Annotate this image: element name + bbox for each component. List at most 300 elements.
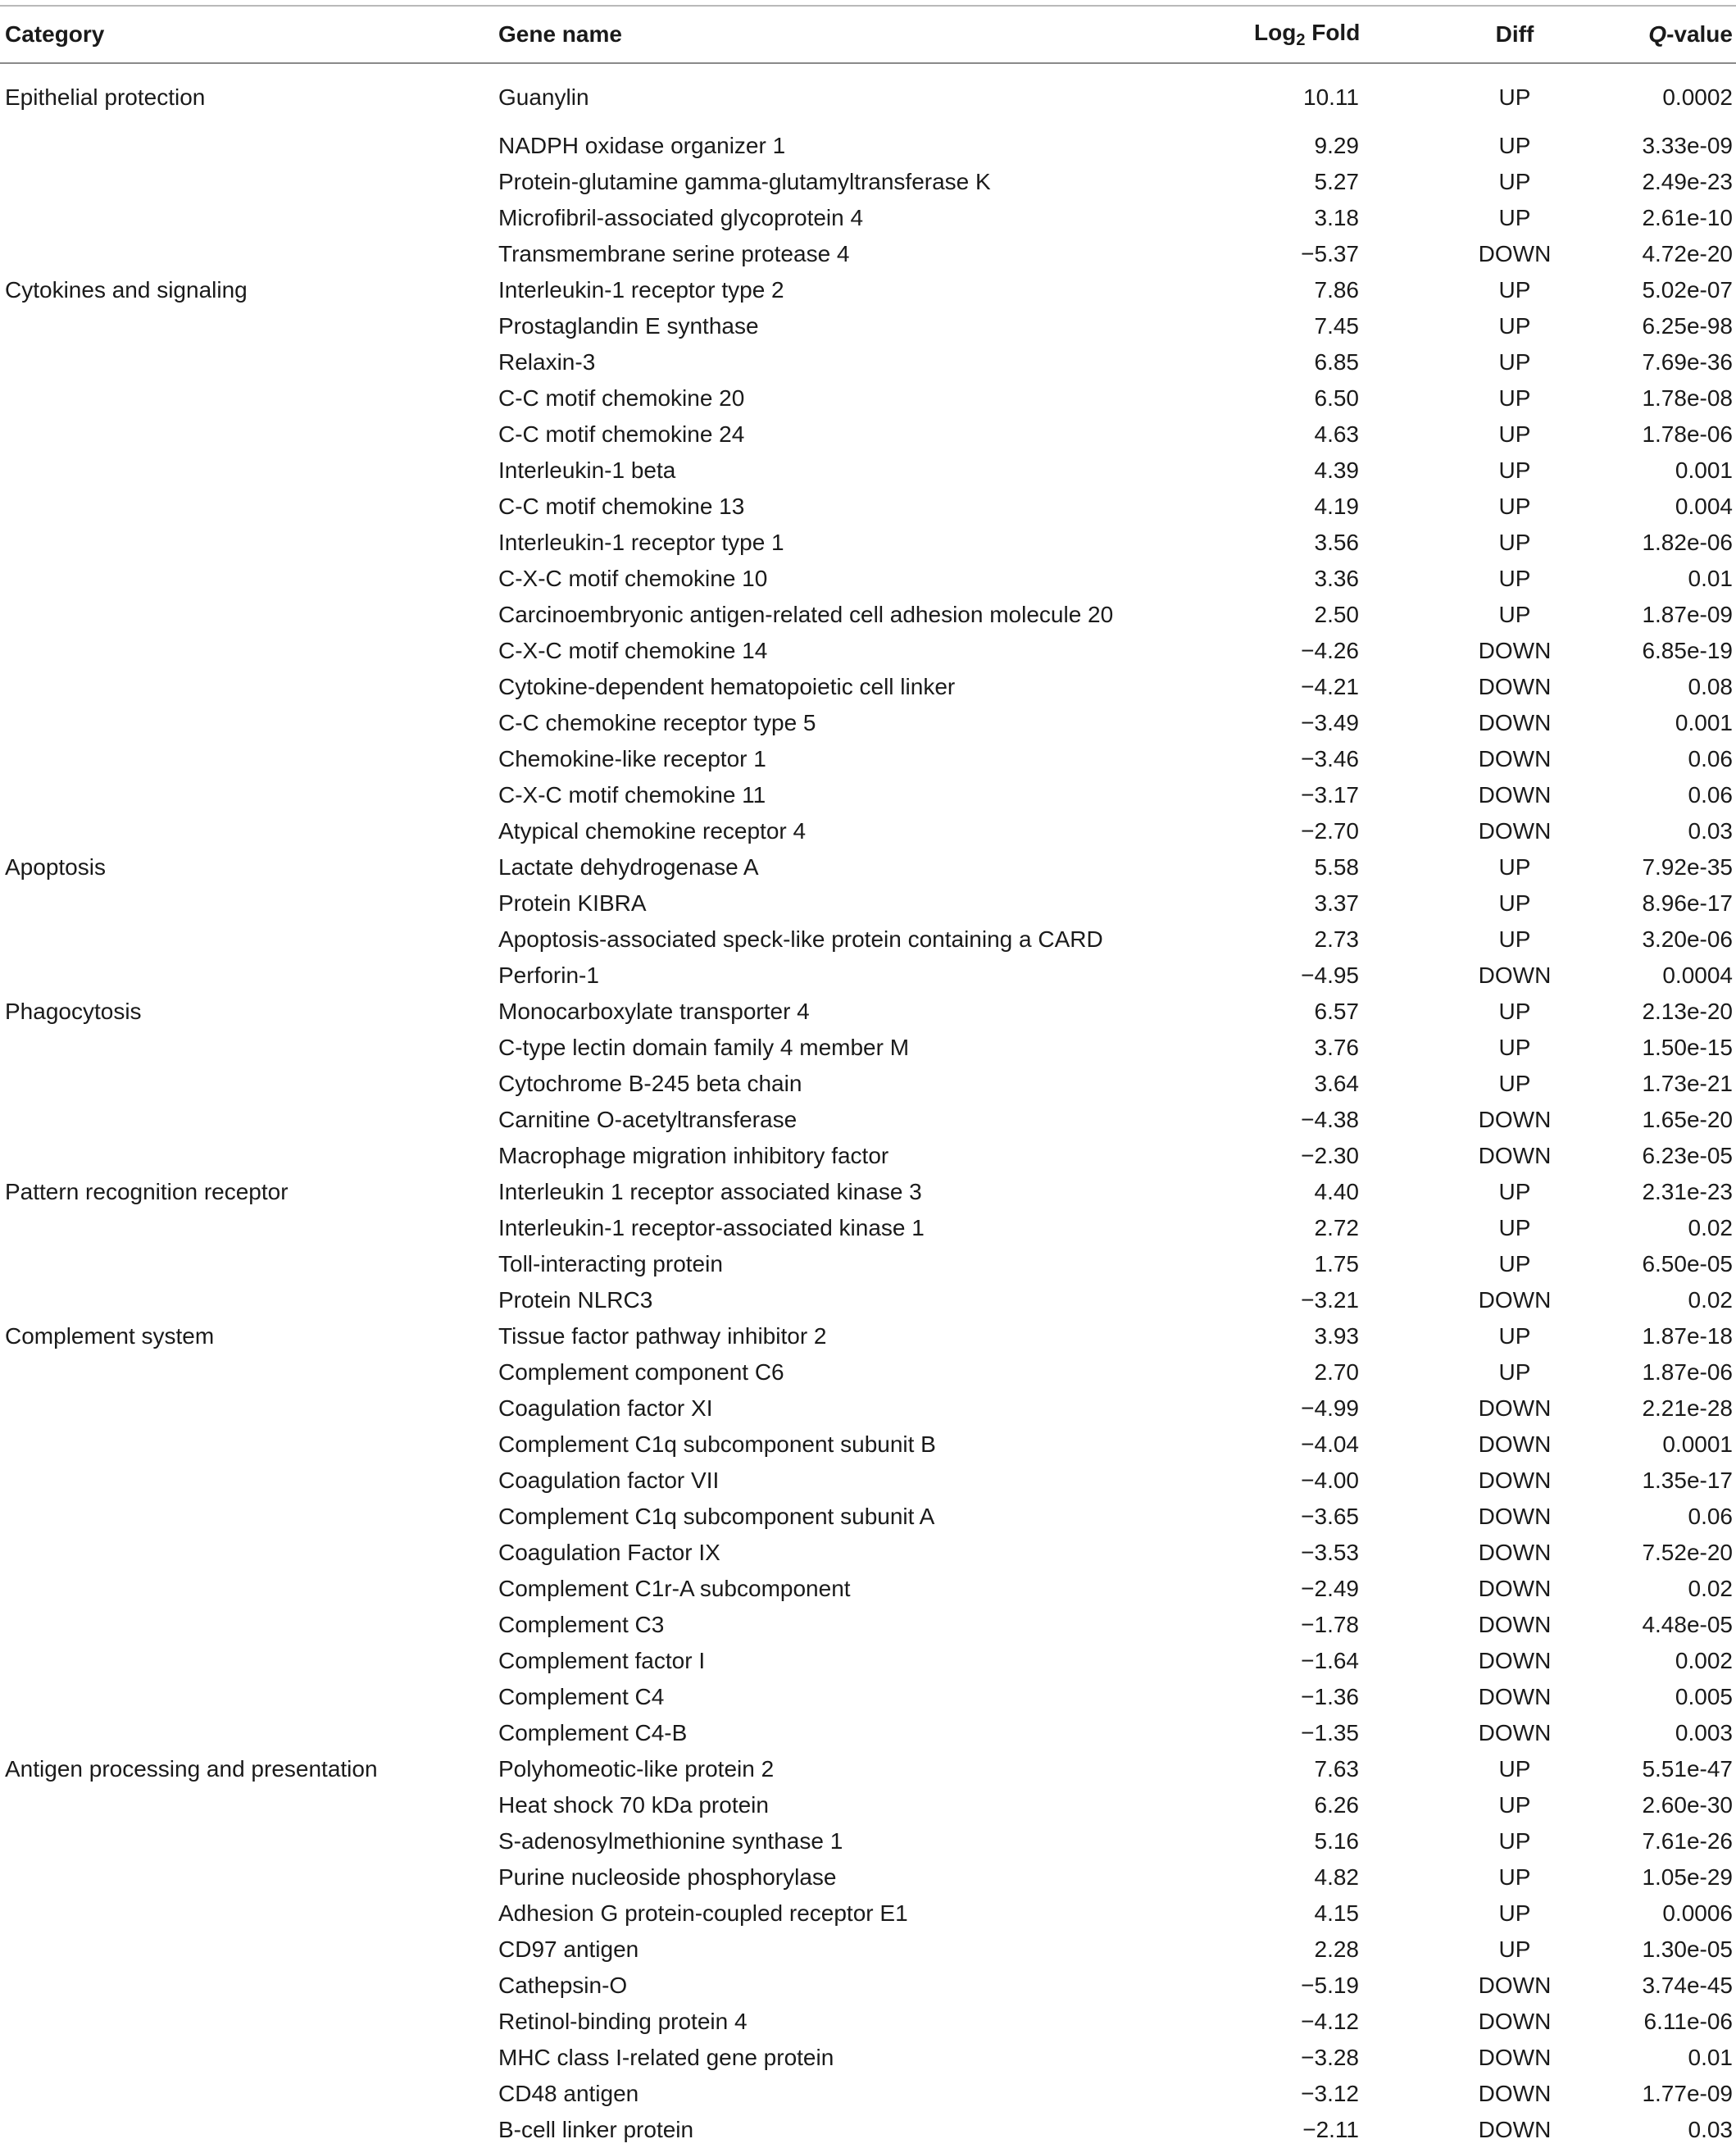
log2-fold-cell: −4.26 xyxy=(1301,638,1359,663)
gene-name-cell: Purine nucleoside phosphorylase xyxy=(498,1864,837,1890)
diff-cell: UP xyxy=(1498,999,1531,1024)
gene-name-cell: Complement C4 xyxy=(498,1684,665,1709)
q-value-cell: 0.06 xyxy=(1688,746,1733,771)
category-cell xyxy=(0,1390,498,1427)
category-cell xyxy=(0,2040,498,2076)
log2-fold-cell: 3.36 xyxy=(1314,566,1359,591)
diff-cell: UP xyxy=(1498,84,1531,110)
gene-name-cell: CD97 antigen xyxy=(498,1936,639,1962)
table-row xyxy=(0,1787,1736,1823)
category-cell xyxy=(0,2004,498,2040)
table-row xyxy=(0,849,1736,885)
gene-name-cell: Microfibril-associated glycoprotein 4 xyxy=(498,205,864,230)
table-row xyxy=(0,1643,1736,1679)
diff-cell: DOWN xyxy=(1478,2081,1552,2106)
log2-fold-cell: 7.45 xyxy=(1314,313,1359,339)
category-cell xyxy=(0,164,498,200)
category-cell xyxy=(0,1679,498,1715)
log2-fold-cell: −4.38 xyxy=(1301,1107,1359,1132)
diff-cell: UP xyxy=(1498,566,1531,591)
gene-name-cell: B-cell linker protein xyxy=(498,2117,694,2142)
q-value-cell: 5.51e-47 xyxy=(1642,1756,1733,1782)
log2-fold-cell: −3.28 xyxy=(1301,2045,1359,2070)
q-value-cell: 2.49e-23 xyxy=(1642,169,1733,194)
header-diff: Diff xyxy=(1495,21,1534,47)
q-value-cell: 3.74e-45 xyxy=(1642,1973,1733,1998)
log2-fold-cell: 6.57 xyxy=(1314,999,1359,1024)
q-value-cell: 0.06 xyxy=(1688,782,1733,808)
q-value-cell: 0.03 xyxy=(1688,818,1733,844)
q-value-cell: 1.77e-09 xyxy=(1642,2081,1733,2106)
header-log-sub: 2 xyxy=(1296,30,1306,49)
log2-fold-cell: 3.76 xyxy=(1314,1035,1359,1060)
gene-name-cell: NADPH oxidase organizer 1 xyxy=(498,133,786,158)
table-row xyxy=(0,344,1736,380)
q-value-cell: 1.73e-21 xyxy=(1642,1071,1733,1096)
diff-cell: UP xyxy=(1498,1792,1531,1818)
gene-name-cell: Carnitine O-acetyltransferase xyxy=(498,1107,798,1132)
gene-name-cell: Complement C4-B xyxy=(498,1720,688,1745)
log2-fold-cell: −1.36 xyxy=(1301,1684,1359,1709)
log2-fold-cell: 6.26 xyxy=(1314,1792,1359,1818)
log2-fold-cell: −3.53 xyxy=(1301,1540,1359,1565)
gene-name-cell: Complement C3 xyxy=(498,1612,665,1637)
q-value-cell: 6.11e-06 xyxy=(1643,2009,1733,2034)
log2-fold-cell: 3.37 xyxy=(1314,890,1359,916)
header-q-rest: -value xyxy=(1666,21,1733,47)
q-value-cell: 4.48e-05 xyxy=(1642,1612,1733,1637)
log2-fold-cell: −4.04 xyxy=(1301,1431,1359,1457)
q-value-cell: 8.96e-17 xyxy=(1642,890,1733,916)
table-row xyxy=(0,1499,1736,1535)
q-value-cell: 0.01 xyxy=(1688,2045,1733,2070)
gene-name-cell: C-type lectin domain family 4 member M xyxy=(498,1035,910,1060)
q-value-cell: 1.78e-06 xyxy=(1642,421,1733,447)
header-q-value xyxy=(1572,7,1736,62)
gene-name-cell: Transmembrane serine protease 4 xyxy=(498,241,850,266)
gene-name-cell: Coagulation Factor IX xyxy=(498,1540,720,1565)
category-cell xyxy=(0,1138,498,1174)
log2-fold-cell: −3.12 xyxy=(1301,2081,1359,2106)
diff-cell: UP xyxy=(1498,1936,1531,1962)
diff-cell: DOWN xyxy=(1478,1287,1552,1313)
gene-name-cell: Interleukin-1 receptor type 2 xyxy=(498,277,784,303)
table-row xyxy=(0,489,1736,525)
q-value-cell: 5.02e-07 xyxy=(1642,277,1733,303)
table-row xyxy=(0,1282,1736,1318)
table-row xyxy=(0,1715,1736,1751)
table-row xyxy=(0,1859,1736,1895)
diff-cell: UP xyxy=(1498,1251,1531,1277)
diff-cell: UP xyxy=(1498,494,1531,519)
gene-name-cell: Relaxin-3 xyxy=(498,349,596,375)
q-value-cell: 0.002 xyxy=(1675,1648,1733,1673)
gene-name-cell: Interleukin 1 receptor associated kinase 3 xyxy=(498,1179,922,1204)
category-cell xyxy=(0,344,498,380)
table-row xyxy=(0,1463,1736,1499)
q-value-cell: 2.60e-30 xyxy=(1642,1792,1733,1818)
log2-fold-cell: 4.40 xyxy=(1314,1179,1359,1204)
q-value-cell: 1.78e-08 xyxy=(1642,385,1733,411)
category-cell xyxy=(0,597,498,633)
q-value-cell: 7.92e-35 xyxy=(1642,854,1733,880)
log2-fold-cell: −2.11 xyxy=(1302,2117,1359,2142)
diff-cell: DOWN xyxy=(1478,1612,1552,1637)
table-row xyxy=(0,1751,1736,1787)
table-row xyxy=(0,272,1736,308)
diff-cell: UP xyxy=(1498,313,1531,339)
gene-name-cell: Cytokine-dependent hematopoietic cell linker xyxy=(498,674,956,699)
category-cell xyxy=(0,380,498,416)
diff-cell: UP xyxy=(1498,457,1531,483)
category-cell xyxy=(0,561,498,597)
table-row xyxy=(0,1607,1736,1643)
gene-name-cell: C-C motif chemokine 24 xyxy=(498,421,745,447)
q-value-cell: 1.30e-05 xyxy=(1642,1936,1733,1962)
diff-cell: DOWN xyxy=(1478,1431,1552,1457)
log2-fold-cell: 3.93 xyxy=(1314,1323,1359,1349)
category-cell xyxy=(0,958,498,994)
q-value-cell: 0.03 xyxy=(1688,2117,1733,2142)
table-row xyxy=(0,1066,1736,1102)
q-value-cell: 0.01 xyxy=(1688,566,1733,591)
gene-name-cell: Complement C1q subcomponent subunit B xyxy=(498,1431,936,1457)
category-cell xyxy=(0,1210,498,1246)
table-row xyxy=(0,453,1736,489)
q-value-cell: 6.25e-98 xyxy=(1642,313,1733,339)
q-value-cell: 1.87e-09 xyxy=(1642,602,1733,627)
q-value-cell: 0.08 xyxy=(1688,674,1733,699)
log2-fold-cell: 4.39 xyxy=(1314,457,1359,483)
category-cell xyxy=(0,1859,498,1895)
category-cell xyxy=(0,1823,498,1859)
diff-cell: UP xyxy=(1498,133,1531,158)
diff-cell: DOWN xyxy=(1478,1143,1552,1168)
log2-fold-cell: 1.75 xyxy=(1314,1251,1359,1277)
category-cell xyxy=(0,489,498,525)
q-value-cell: 4.72e-20 xyxy=(1642,241,1733,266)
table-row xyxy=(0,741,1736,777)
gene-name-cell: Atypical chemokine receptor 4 xyxy=(498,818,807,844)
table-row xyxy=(0,164,1736,200)
diff-cell: DOWN xyxy=(1478,1504,1552,1529)
log2-fold-cell: 7.86 xyxy=(1314,277,1359,303)
category-cell: Pattern recognition receptor xyxy=(5,1179,289,1204)
gene-name-cell: Complement C1r-A subcomponent xyxy=(498,1576,851,1601)
diff-cell: DOWN xyxy=(1478,746,1552,771)
table-row xyxy=(0,669,1736,705)
gene-name-cell: C-X-C motif chemokine 14 xyxy=(498,638,768,663)
diff-cell: UP xyxy=(1498,205,1531,230)
q-value-cell: 6.50e-05 xyxy=(1642,1251,1733,1277)
table-row xyxy=(0,200,1736,236)
diff-cell: DOWN xyxy=(1478,241,1552,266)
log2-fold-cell: −3.17 xyxy=(1301,782,1359,808)
header-rule xyxy=(0,62,1736,64)
gene-name-cell: Adhesion G protein-coupled receptor E1 xyxy=(498,1900,908,1926)
category-cell xyxy=(0,1895,498,1932)
category-cell xyxy=(0,1932,498,1968)
log2-fold-cell: 5.16 xyxy=(1314,1828,1359,1854)
log2-fold-cell: 2.72 xyxy=(1314,1215,1359,1240)
q-value-cell: 2.61e-10 xyxy=(1642,205,1733,230)
gene-name-cell: Protein NLRC3 xyxy=(498,1287,653,1313)
header-log-suffix: Fold xyxy=(1311,19,1361,45)
table-row xyxy=(0,2076,1736,2112)
category-cell xyxy=(0,128,498,164)
diff-cell: DOWN xyxy=(1478,674,1552,699)
diff-cell: UP xyxy=(1498,1323,1531,1349)
table-row xyxy=(0,1571,1736,1607)
gene-name-cell: Protein KIBRA xyxy=(498,890,647,916)
q-value-cell: 2.31e-23 xyxy=(1642,1179,1733,1204)
q-value-cell: 0.001 xyxy=(1675,710,1733,735)
category-cell xyxy=(0,1030,498,1066)
category-cell xyxy=(0,813,498,849)
table-row xyxy=(0,994,1736,1030)
log2-fold-cell: 3.18 xyxy=(1314,205,1359,230)
q-value-cell: 0.003 xyxy=(1675,1720,1733,1745)
gene-name-cell: Toll-interacting protein xyxy=(498,1251,723,1277)
category-cell xyxy=(0,1535,498,1571)
log2-fold-cell: 6.50 xyxy=(1314,385,1359,411)
table-row xyxy=(0,885,1736,922)
diff-cell: DOWN xyxy=(1478,2009,1552,2034)
gene-name-cell: Perforin-1 xyxy=(498,963,599,988)
diff-cell: UP xyxy=(1498,169,1531,194)
table-row xyxy=(0,1246,1736,1282)
diff-cell: UP xyxy=(1498,421,1531,447)
category-cell xyxy=(0,633,498,669)
table-row xyxy=(0,1895,1736,1932)
gene-name-cell: C-X-C motif chemokine 11 xyxy=(498,782,766,808)
table-header-row xyxy=(0,7,1736,62)
category-cell xyxy=(0,1715,498,1751)
log2-fold-cell: −4.95 xyxy=(1301,963,1359,988)
table-row xyxy=(0,1138,1736,1174)
log2-fold-cell: −1.35 xyxy=(1301,1720,1359,1745)
gene-name-cell: Polyhomeotic-like protein 2 xyxy=(498,1756,775,1782)
gene-name-cell: Macrophage migration inhibitory factor xyxy=(498,1143,889,1168)
diff-cell: UP xyxy=(1498,926,1531,952)
category-cell xyxy=(0,1427,498,1463)
category-cell xyxy=(0,1499,498,1535)
category-cell xyxy=(0,1463,498,1499)
q-value-cell: 1.50e-15 xyxy=(1642,1035,1733,1060)
log2-fold-cell: −2.30 xyxy=(1301,1143,1359,1168)
diff-cell: DOWN xyxy=(1478,818,1552,844)
log2-fold-cell: 10.11 xyxy=(1303,84,1359,110)
category-cell xyxy=(0,1968,498,2004)
q-value-cell: 1.65e-20 xyxy=(1642,1107,1733,1132)
gene-name-cell: Interleukin-1 receptor-associated kinase 1 xyxy=(498,1215,925,1240)
table-row xyxy=(0,236,1736,272)
table-row xyxy=(0,1535,1736,1571)
category-cell xyxy=(0,1066,498,1102)
category-cell xyxy=(0,705,498,741)
gene-name-cell: C-X-C motif chemokine 10 xyxy=(498,566,768,591)
diff-cell: UP xyxy=(1498,349,1531,375)
log2-fold-cell: 9.29 xyxy=(1314,133,1359,158)
log2-fold-cell: −2.70 xyxy=(1301,818,1359,844)
diff-cell: UP xyxy=(1498,1179,1531,1204)
gene-name-cell: Complement C1q subcomponent subunit A xyxy=(498,1504,935,1529)
log2-fold-cell: 4.15 xyxy=(1314,1900,1359,1926)
gene-name-cell: Lactate dehydrogenase A xyxy=(498,854,759,880)
gene-name-cell: Monocarboxylate transporter 4 xyxy=(498,999,810,1024)
q-value-cell: 6.23e-05 xyxy=(1642,1143,1733,1168)
log2-fold-cell: −3.21 xyxy=(1301,1287,1359,1313)
q-value-cell: 0.004 xyxy=(1675,494,1733,519)
category-cell: Phagocytosis xyxy=(5,999,142,1024)
log2-fold-cell: −1.64 xyxy=(1301,1648,1359,1673)
q-value-cell: 1.87e-18 xyxy=(1642,1323,1733,1349)
category-cell xyxy=(0,525,498,561)
gene-name-cell: Guanylin xyxy=(498,84,589,110)
q-value-cell: 0.0004 xyxy=(1662,963,1733,988)
table-row xyxy=(0,128,1736,164)
category-cell xyxy=(0,1282,498,1318)
category-cell xyxy=(0,2112,498,2148)
gene-name-cell: Carcinoembryonic antigen-related cell adhesion molecule 20 xyxy=(498,602,1114,627)
q-value-cell: 1.35e-17 xyxy=(1642,1468,1733,1493)
header-category: Category xyxy=(5,21,105,47)
category-cell: Apoptosis xyxy=(5,854,106,880)
table-row xyxy=(0,1932,1736,1968)
q-value-cell: 7.61e-26 xyxy=(1642,1828,1733,1854)
gene-name-cell: MHC class I-related gene protein xyxy=(498,2045,834,2070)
log2-fold-cell: 6.85 xyxy=(1314,349,1359,375)
diff-cell: DOWN xyxy=(1478,2045,1552,2070)
category-cell: Epithelial protection xyxy=(5,84,206,110)
table-row xyxy=(0,597,1736,633)
table-row xyxy=(0,1427,1736,1463)
diff-cell: UP xyxy=(1498,1864,1531,1890)
table-row xyxy=(0,380,1736,416)
diff-cell: UP xyxy=(1498,602,1531,627)
gene-name-cell: Interleukin-1 beta xyxy=(498,457,676,483)
q-value-cell: 0.0006 xyxy=(1662,1900,1733,1926)
gene-name-cell: Cytochrome B-245 beta chain xyxy=(498,1071,802,1096)
category-cell xyxy=(0,236,498,272)
log2-fold-cell: −3.65 xyxy=(1301,1504,1359,1529)
q-value-cell: 0.06 xyxy=(1688,1504,1733,1529)
log2-fold-cell: 7.63 xyxy=(1314,1756,1359,1782)
q-value-cell: 6.85e-19 xyxy=(1642,638,1733,663)
diff-cell: DOWN xyxy=(1478,1468,1552,1493)
category-cell: Antigen processing and presentation xyxy=(5,1756,378,1782)
table-row xyxy=(0,416,1736,453)
table-row xyxy=(0,705,1736,741)
diff-cell: UP xyxy=(1498,1071,1531,1096)
log2-fold-cell: −5.37 xyxy=(1301,241,1359,266)
diff-cell: UP xyxy=(1498,854,1531,880)
diff-cell: UP xyxy=(1498,1215,1531,1240)
q-value-cell: 0.005 xyxy=(1675,1684,1733,1709)
table-row xyxy=(0,1174,1736,1210)
table-row xyxy=(0,813,1736,849)
q-value-cell: 1.82e-06 xyxy=(1642,530,1733,555)
table-row xyxy=(0,922,1736,958)
category-cell: Cytokines and signaling xyxy=(5,277,248,303)
diff-cell: DOWN xyxy=(1478,1107,1552,1132)
log2-fold-cell: −4.21 xyxy=(1301,674,1359,699)
q-value-cell: 7.52e-20 xyxy=(1642,1540,1733,1565)
category-cell xyxy=(0,669,498,705)
gene-name-cell: Complement factor I xyxy=(498,1648,706,1673)
diff-cell: DOWN xyxy=(1478,2117,1552,2142)
log2-fold-cell: 5.27 xyxy=(1314,169,1359,194)
log2-fold-cell: −5.19 xyxy=(1301,1973,1359,1998)
diff-cell: DOWN xyxy=(1478,710,1552,735)
header-log2-fold xyxy=(1254,7,1359,62)
gene-name-cell: Interleukin-1 receptor type 1 xyxy=(498,530,784,555)
gene-name-cell: Apoptosis-associated speck-like protein containing a CARD xyxy=(498,926,1103,952)
log2-fold-cell: −4.00 xyxy=(1301,1468,1359,1493)
table-row xyxy=(0,62,1736,128)
category-cell xyxy=(0,1354,498,1390)
q-value-cell: 2.13e-20 xyxy=(1642,999,1733,1024)
log2-fold-cell: −1.78 xyxy=(1301,1612,1359,1637)
diff-cell: DOWN xyxy=(1478,1973,1552,1998)
gene-name-cell: Coagulation factor VII xyxy=(498,1468,720,1493)
gene-name-cell: Prostaglandin E synthase xyxy=(498,313,759,339)
table-row xyxy=(0,2112,1736,2148)
log2-fold-cell: −3.46 xyxy=(1301,746,1359,771)
gene-name-cell: Cathepsin-O xyxy=(498,1973,628,1998)
q-value-cell: 0.02 xyxy=(1688,1215,1733,1240)
q-value-cell: 2.21e-28 xyxy=(1642,1395,1733,1421)
table-row xyxy=(0,525,1736,561)
gene-name-cell: C-C chemokine receptor type 5 xyxy=(498,710,816,735)
q-value-cell: 0.0001 xyxy=(1662,1431,1733,1457)
diff-cell: UP xyxy=(1498,1035,1531,1060)
diff-cell: UP xyxy=(1498,385,1531,411)
category-cell xyxy=(0,416,498,453)
gene-name-cell: Complement component C6 xyxy=(498,1359,784,1385)
log2-fold-cell: 3.64 xyxy=(1314,1071,1359,1096)
diff-cell: DOWN xyxy=(1478,1684,1552,1709)
category-cell: Complement system xyxy=(5,1323,215,1349)
header-log-prefix: Log xyxy=(1254,19,1297,45)
table-row xyxy=(0,1968,1736,2004)
log2-fold-cell: 2.70 xyxy=(1314,1359,1359,1385)
q-value-cell: 0.001 xyxy=(1675,457,1733,483)
diff-cell: DOWN xyxy=(1478,1576,1552,1601)
diff-cell: DOWN xyxy=(1478,782,1552,808)
table-row xyxy=(0,308,1736,344)
category-cell xyxy=(0,1643,498,1679)
q-value-cell: 0.02 xyxy=(1688,1576,1733,1601)
gene-name-cell: Retinol-binding protein 4 xyxy=(498,2009,748,2034)
category-cell xyxy=(0,1607,498,1643)
gene-name-cell: C-C motif chemokine 13 xyxy=(498,494,745,519)
gene-name-cell: CD48 antigen xyxy=(498,2081,639,2106)
gene-name-cell: C-C motif chemokine 20 xyxy=(498,385,745,411)
table-row xyxy=(0,1823,1736,1859)
category-cell xyxy=(0,1787,498,1823)
table-row xyxy=(0,561,1736,597)
diff-cell: DOWN xyxy=(1478,1720,1552,1745)
table-row xyxy=(0,1102,1736,1138)
category-cell xyxy=(0,1571,498,1607)
table-row xyxy=(0,1390,1736,1427)
log2-fold-cell: 2.73 xyxy=(1314,926,1359,952)
table-row xyxy=(0,1030,1736,1066)
table-row xyxy=(0,2040,1736,2076)
log2-fold-cell: 4.82 xyxy=(1314,1864,1359,1890)
diff-cell: DOWN xyxy=(1478,1648,1552,1673)
